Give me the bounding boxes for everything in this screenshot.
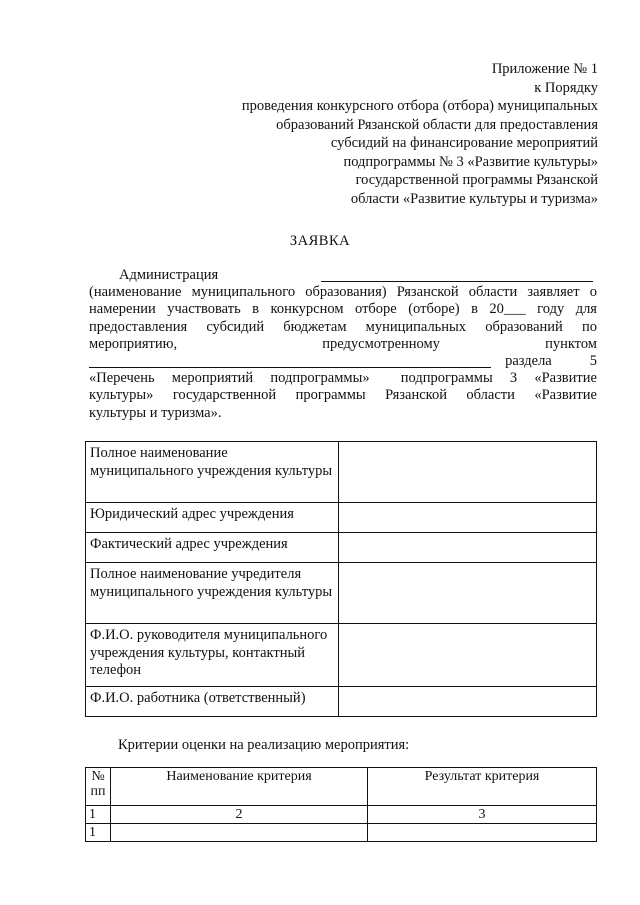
table-row — [86, 687, 597, 717]
paragraph-line-6 — [89, 353, 597, 370]
header-criterion-result: Результат критерия — [368, 768, 597, 806]
appendix-line: подпрограммы № 3 «Развитие культуры» — [343, 153, 598, 170]
word: мероприятий — [171, 370, 254, 387]
table-numbering-row — [86, 806, 597, 824]
word: году — [537, 301, 565, 318]
criterion-result-cell[interactable] — [368, 824, 597, 842]
word: Рязанской — [396, 284, 459, 301]
word: культуры» — [89, 387, 154, 404]
measure-name-field[interactable] — [89, 353, 491, 368]
word: «Развитие — [534, 387, 597, 404]
word: бюджетам — [283, 318, 347, 335]
paragraph-line-1 — [89, 267, 597, 284]
paragraph-line-7 — [89, 370, 597, 387]
word: образования) — [305, 284, 387, 301]
row-label: Полное наименование учредителя муниципального учреждения культуры — [86, 563, 339, 624]
row-value-cell[interactable] — [339, 442, 597, 503]
word: мероприятию, — [89, 335, 178, 352]
year-field[interactable]: 20___ — [489, 301, 526, 318]
row-label: Ф.И.О. руководителя муниципального учреждения культуры, контактный телефон — [86, 624, 339, 687]
paragraph-line-5 — [89, 336, 597, 353]
administration-name-field[interactable] — [321, 267, 593, 282]
paragraph-line-3 — [89, 301, 597, 318]
institution-info-table — [85, 441, 597, 717]
row-value-cell[interactable] — [339, 533, 597, 563]
paragraph-line-2 — [89, 284, 597, 301]
appendix-line: Приложение № 1 — [491, 61, 598, 77]
administration-label: Администрация — [119, 267, 219, 283]
word: раздела — [505, 353, 552, 370]
word: «Развитие — [534, 370, 597, 387]
word: по — [581, 318, 597, 335]
paragraph-line-9 — [89, 405, 597, 422]
numbering-cell: 1 — [86, 806, 111, 824]
word: «Перечень — [89, 370, 155, 387]
row-label: Полное наименование муниципального учреждения культуры — [86, 442, 339, 503]
criterion-name-cell[interactable] — [111, 824, 368, 842]
word: участвовать — [167, 301, 241, 318]
document-title: ЗАЯВКА — [289, 233, 351, 249]
word: Рязанской — [385, 387, 447, 404]
word: предоставления — [89, 318, 188, 335]
word: намерении — [89, 301, 156, 318]
appendix-header — [178, 60, 598, 208]
word: культуры и туризма». — [89, 404, 222, 421]
word: государственной — [172, 387, 277, 404]
row-num: 1 — [86, 824, 111, 842]
row-label: Ф.И.О. работника (ответственный) — [86, 687, 339, 717]
word: муниципальных — [365, 318, 467, 335]
word: области — [466, 387, 515, 404]
word: 3 — [509, 370, 518, 387]
appendix-line: проведения конкурсного отбора (отбора) муниципальных — [241, 98, 598, 114]
appendix-line: образований Рязанской области для предоставления — [276, 116, 598, 133]
numbering-cell: 3 — [368, 806, 597, 824]
table-row — [86, 442, 597, 503]
word: отборе — [355, 301, 397, 318]
row-value-cell[interactable] — [339, 563, 597, 624]
paragraph-line-8 — [89, 387, 597, 404]
word: подпрограммы» — [270, 370, 370, 387]
word: конкурсном — [270, 301, 344, 318]
section-number: 5 — [589, 353, 597, 370]
table-row — [86, 533, 597, 563]
word: подпрограммы — [400, 370, 493, 387]
header-num: № пп — [86, 768, 111, 806]
application-paragraph — [89, 267, 597, 422]
word: муниципального — [191, 284, 296, 301]
word: (наименование — [89, 284, 182, 301]
word: программы — [295, 387, 366, 404]
criteria-intro: Критерии оценки на реализацию мероприятия: — [118, 737, 410, 753]
row-label: Юридический адрес учреждения — [86, 503, 339, 533]
word: в — [252, 301, 260, 318]
word: предусмотренному — [322, 335, 440, 352]
paragraph-line-4 — [89, 319, 597, 336]
word: субсидий — [206, 318, 265, 335]
row-label: Фактический адрес учреждения — [86, 533, 339, 563]
criteria-table — [85, 767, 597, 842]
table-row — [86, 624, 597, 687]
appendix-line: субсидий на финансирование мероприятий — [330, 135, 598, 151]
row-value-cell[interactable] — [339, 687, 597, 717]
appendix-line: области «Развитие культуры и туризма» — [350, 190, 598, 207]
word: в — [471, 301, 478, 318]
table-header-row — [86, 768, 597, 806]
table-row — [86, 563, 597, 624]
word: о — [589, 284, 597, 301]
word: пунктом — [545, 335, 597, 352]
appendix-line: государственной программы Рязанской — [355, 172, 598, 188]
row-value-cell[interactable] — [339, 503, 597, 533]
word: (отборе) — [408, 301, 460, 318]
word: области — [468, 284, 518, 301]
appendix-line: к Порядку — [534, 79, 598, 96]
header-criterion-name: Наименование критерия — [111, 768, 368, 806]
word: для — [575, 301, 597, 318]
table-row — [86, 503, 597, 533]
row-value-cell[interactable] — [339, 624, 597, 687]
table-row — [86, 824, 597, 842]
word: образований — [485, 318, 563, 335]
word: заявляет — [527, 284, 580, 301]
numbering-cell: 2 — [111, 806, 368, 824]
